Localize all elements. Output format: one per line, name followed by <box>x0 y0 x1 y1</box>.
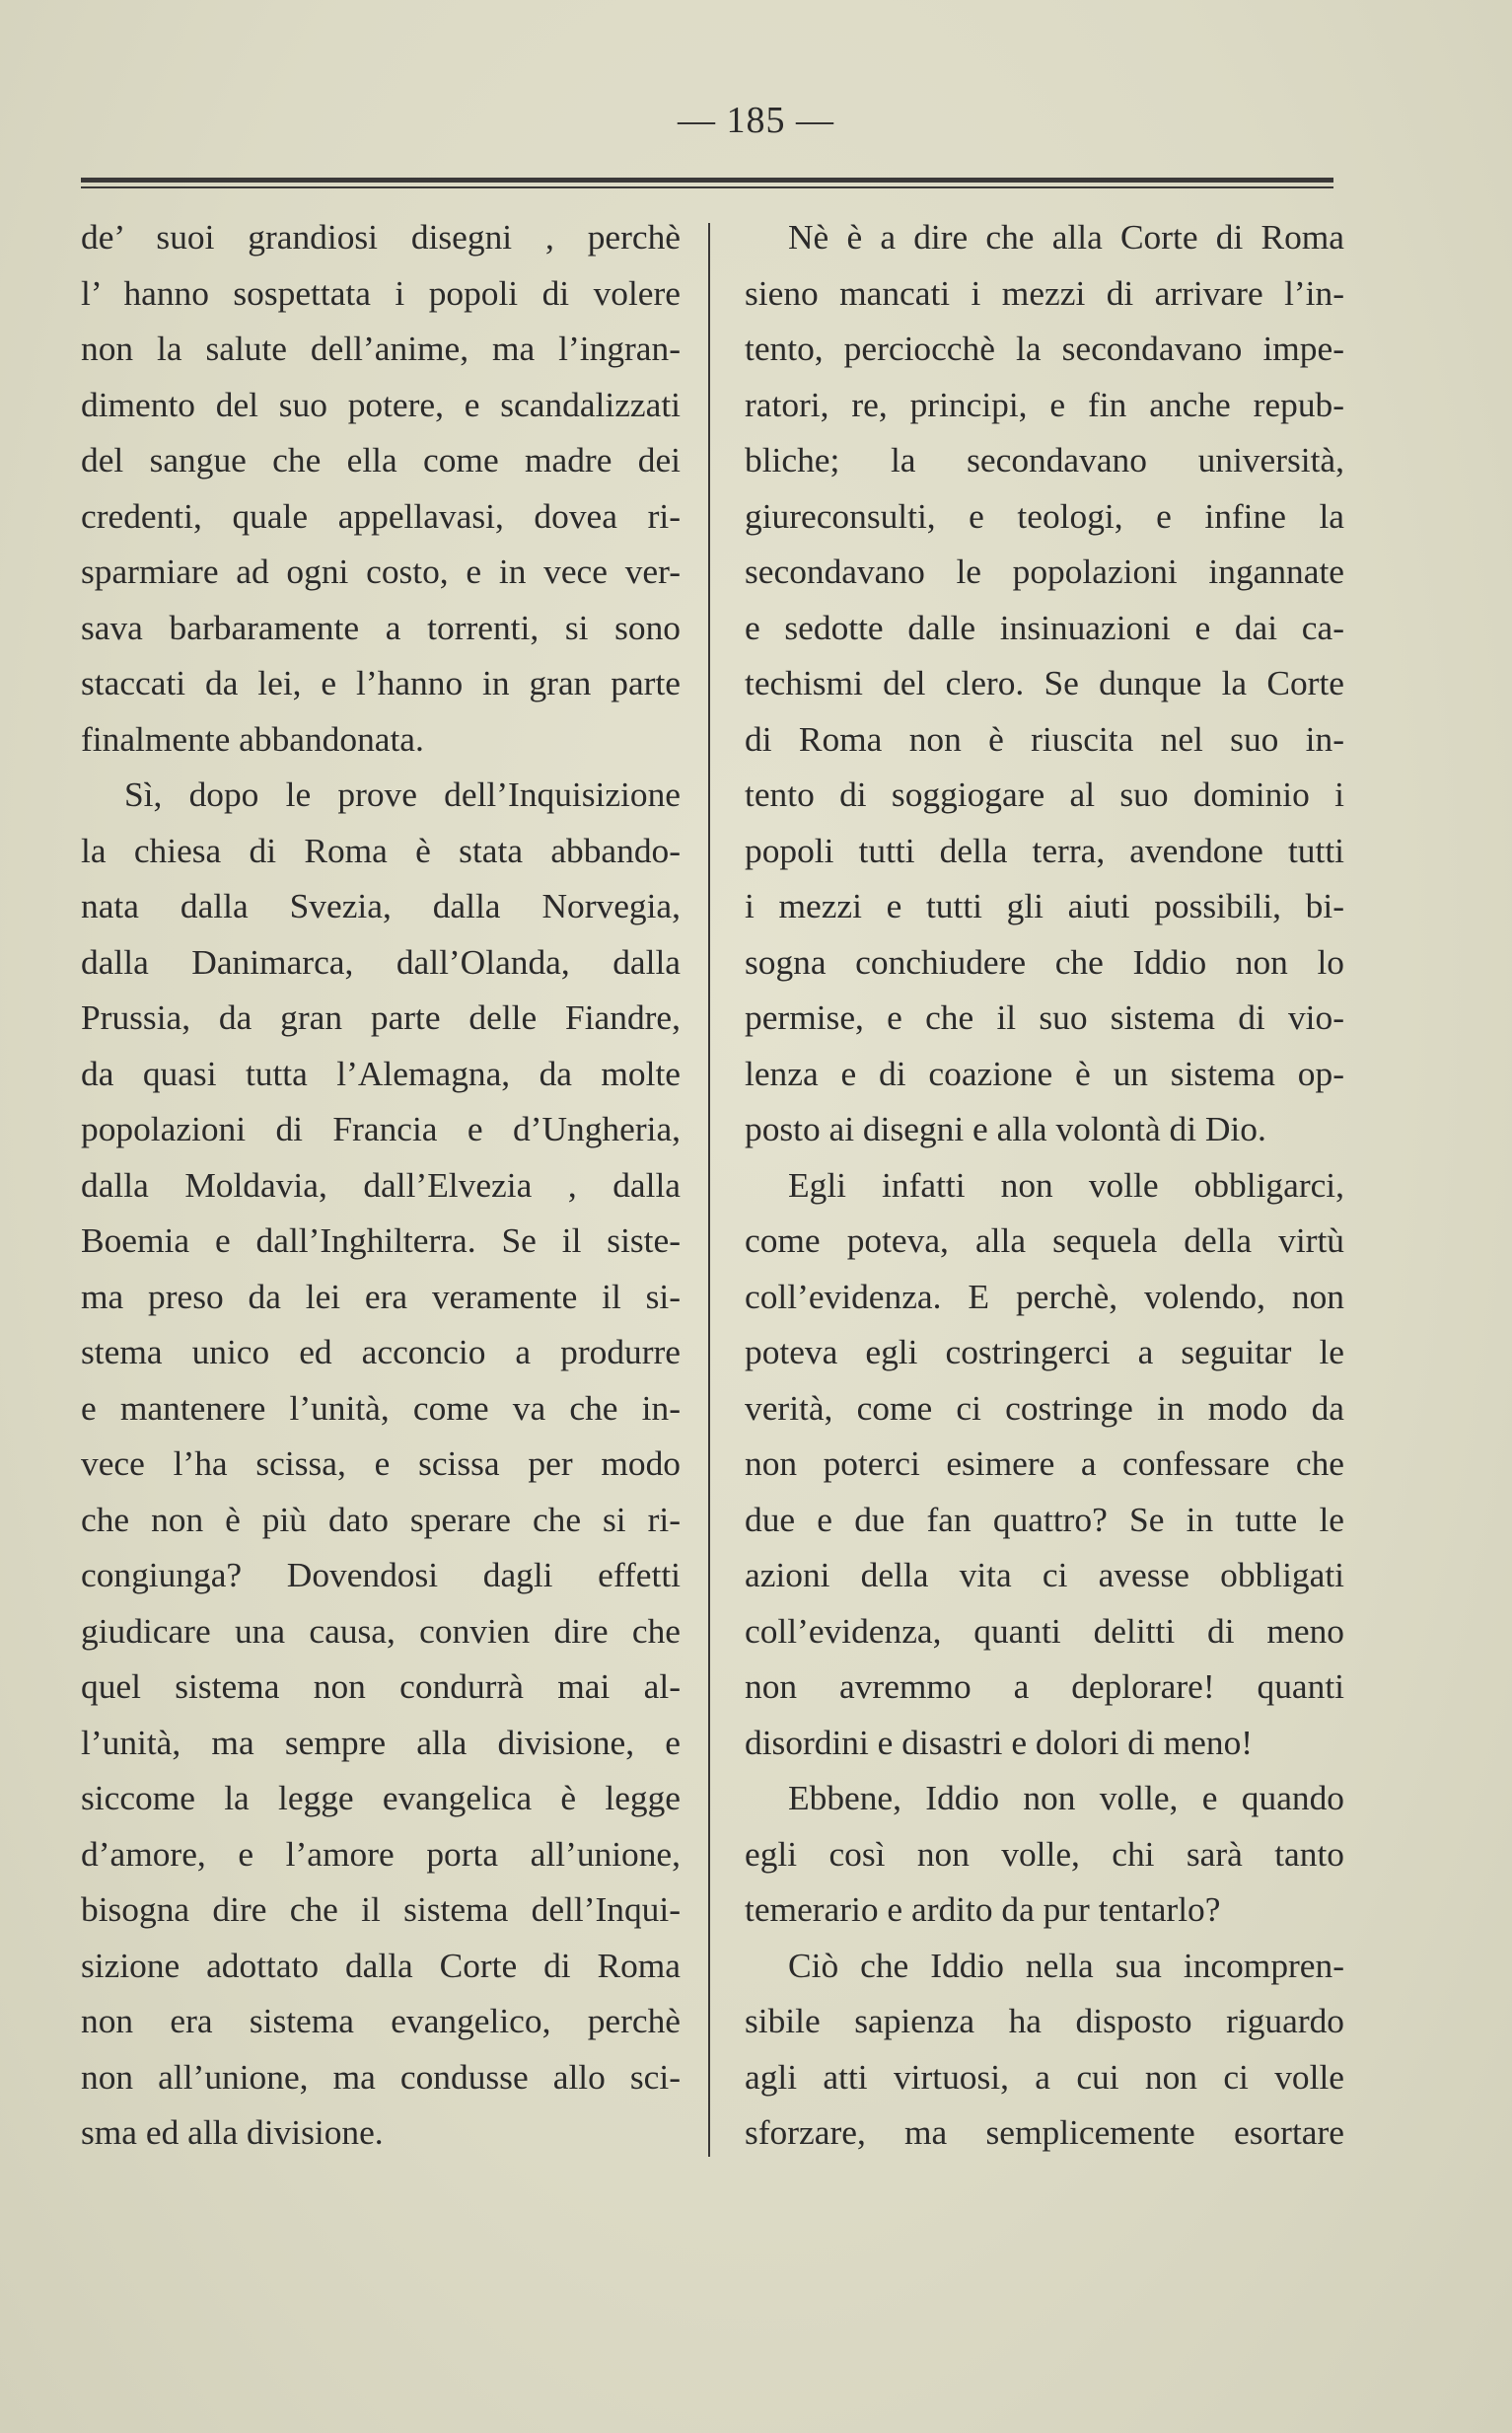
text-line: e sedotte dalle insinuazioni e dai ca- <box>745 607 1344 647</box>
text-line: poteva egli costringerci a seguitar le <box>745 1332 1344 1371</box>
text-line: agli atti virtuosi, a cui non ci volle <box>745 2056 1344 2097</box>
text-line: Prussia, da gran parte delle Fiandre, <box>81 997 681 1037</box>
text-line: giudicare una causa, convien dire che <box>81 1610 681 1651</box>
right-column <box>745 209 1344 2161</box>
text-line: coll’evidenza. E perchè, volendo, non <box>745 1276 1344 1316</box>
text-line: sogna conchiudere che Iddio non lo <box>745 941 1344 982</box>
column-divider <box>708 223 710 2157</box>
text-line: temerario e ardito da pur tentarlo? <box>745 1889 1221 1929</box>
text-line: che non è più dato sperare che si ri- <box>81 1499 681 1539</box>
page-number: — 185 — <box>678 100 834 141</box>
text-line: nata dalla Svezia, dalla Norvegia, <box>81 886 681 925</box>
text-line: secondavano le popolazioni ingannate <box>745 552 1344 591</box>
text-line: sparmiare ad ogni costo, e in vece ver- <box>81 552 681 591</box>
text-line: l’unità, ma sempre alla divisione, e <box>81 1722 681 1762</box>
text-line: di Roma non è riuscita nel suo in- <box>745 718 1344 759</box>
text-line: ratori, re, principi, e fin anche repub- <box>745 384 1344 424</box>
text-line: sibile sapienza ha disposto riguardo <box>745 2001 1344 2040</box>
text-line: come poteva, alla sequela della virtù <box>745 1220 1344 1260</box>
text-line: sma ed alla divisione. <box>81 2112 384 2152</box>
text-line: non la salute dell’anime, ma l’ingran- <box>81 329 681 368</box>
text-line: la chiesa di Roma è stata abbando- <box>81 830 681 870</box>
text-line: e mantenere l’unità, come va che in- <box>81 1387 681 1428</box>
text-line: azioni della vita ci avesse obbligati <box>745 1555 1344 1594</box>
text-line: de’ suoi grandiosi disegni , perchè <box>81 217 681 257</box>
text-line: disordini e disastri e dolori di meno! <box>745 1722 1254 1762</box>
text-line: giureconsulti, e teologi, e infine la <box>745 495 1344 536</box>
text-line: tento, perciocchè la secondavano impe- <box>745 329 1344 368</box>
text-line: Nè è a dire che alla Corte di Roma <box>788 217 1344 257</box>
text-line: credenti, quale appellavasi, dovea ri- <box>81 495 681 536</box>
text-line: Boemia e dall’Inghilterra. Se il siste- <box>81 1220 681 1260</box>
text-line: coll’evidenza, quanti delitti di meno <box>745 1610 1344 1651</box>
text-line: dalla Moldavia, dall’Elvezia , dalla <box>81 1164 681 1205</box>
text-line: bisogna dire che il sistema dell’Inqui- <box>81 1889 681 1929</box>
text-line: l’ hanno sospettata i popoli di volere <box>81 272 681 313</box>
text-line: sizione adottato dalla Corte di Roma <box>81 1945 681 1985</box>
text-line: popolazioni di Francia e d’Ungheria, <box>81 1109 681 1148</box>
text-line: bliche; la secondavano università, <box>745 440 1344 479</box>
text-line: non avremmo a deplorare! quanti <box>745 1666 1344 1706</box>
text-line: egli così non volle, chi sarà tanto <box>745 1833 1344 1874</box>
text-line: d’amore, e l’amore porta all’unione, <box>81 1833 681 1874</box>
text-line: techismi del clero. Se dunque la Corte <box>745 663 1344 702</box>
text-line: ma preso da lei era veramente il si- <box>81 1276 681 1316</box>
text-line: Egli infatti non volle obbligarci, <box>788 1164 1344 1205</box>
text-line: vece l’ha scissa, e scissa per modo <box>81 1443 681 1483</box>
text-line: verità, come ci costringe in modo da <box>745 1387 1344 1428</box>
text-line: non era sistema evangelico, perchè <box>81 2001 681 2040</box>
header-rule-thick <box>81 178 1333 183</box>
text-line: congiunga? Dovendosi dagli effetti <box>81 1555 681 1594</box>
text-line: posto ai disegni e alla volontà di Dio. <box>745 1109 1266 1148</box>
text-line: da quasi tutta l’Alemagna, da molte <box>81 1053 681 1093</box>
text-line: staccati da lei, e l’hanno in gran parte <box>81 663 681 702</box>
text-line: sieno mancati i mezzi di arrivare l’in- <box>745 272 1344 313</box>
text-line: sforzare, ma semplicemente esortare <box>745 2112 1344 2152</box>
text-line: Sì, dopo le prove dell’Inquisizione <box>124 774 681 814</box>
text-line: tento di soggiogare al suo dominio i <box>745 774 1344 814</box>
text-line: stema unico ed acconcio a produrre <box>81 1332 681 1371</box>
text-line: quel sistema non condurrà mai al- <box>81 1666 681 1706</box>
text-line: non poterci esimere a confessare che <box>745 1443 1344 1483</box>
text-line: siccome la legge evangelica è legge <box>81 1778 681 1817</box>
header-rule-thin <box>81 186 1333 188</box>
text-line: dalla Danimarca, dall’Olanda, dalla <box>81 941 681 982</box>
left-column <box>81 209 681 2161</box>
text-line: non all’unione, ma condusse allo sci- <box>81 2056 681 2097</box>
text-line: Ebbene, Iddio non volle, e quando <box>788 1778 1344 1817</box>
text-line: finalmente abbandonata. <box>81 718 424 759</box>
text-line: permise, e che il suo sistema di vio- <box>745 997 1344 1037</box>
text-line: due e due fan quattro? Se in tutte le <box>745 1499 1344 1539</box>
text-line: popoli tutti della terra, avendone tutti <box>745 830 1344 870</box>
text-line: lenza e di coazione è un sistema op- <box>745 1053 1344 1093</box>
text-line: Ciò che Iddio nella sua incompren- <box>788 1945 1344 1985</box>
text-line: i mezzi e tutti gli aiuti possibili, bi- <box>745 886 1344 925</box>
text-line: del sangue che ella come madre dei <box>81 440 681 479</box>
text-line: dimento del suo potere, e scandalizzati <box>81 384 681 424</box>
text-line: sava barbaramente a torrenti, si sono <box>81 607 681 647</box>
